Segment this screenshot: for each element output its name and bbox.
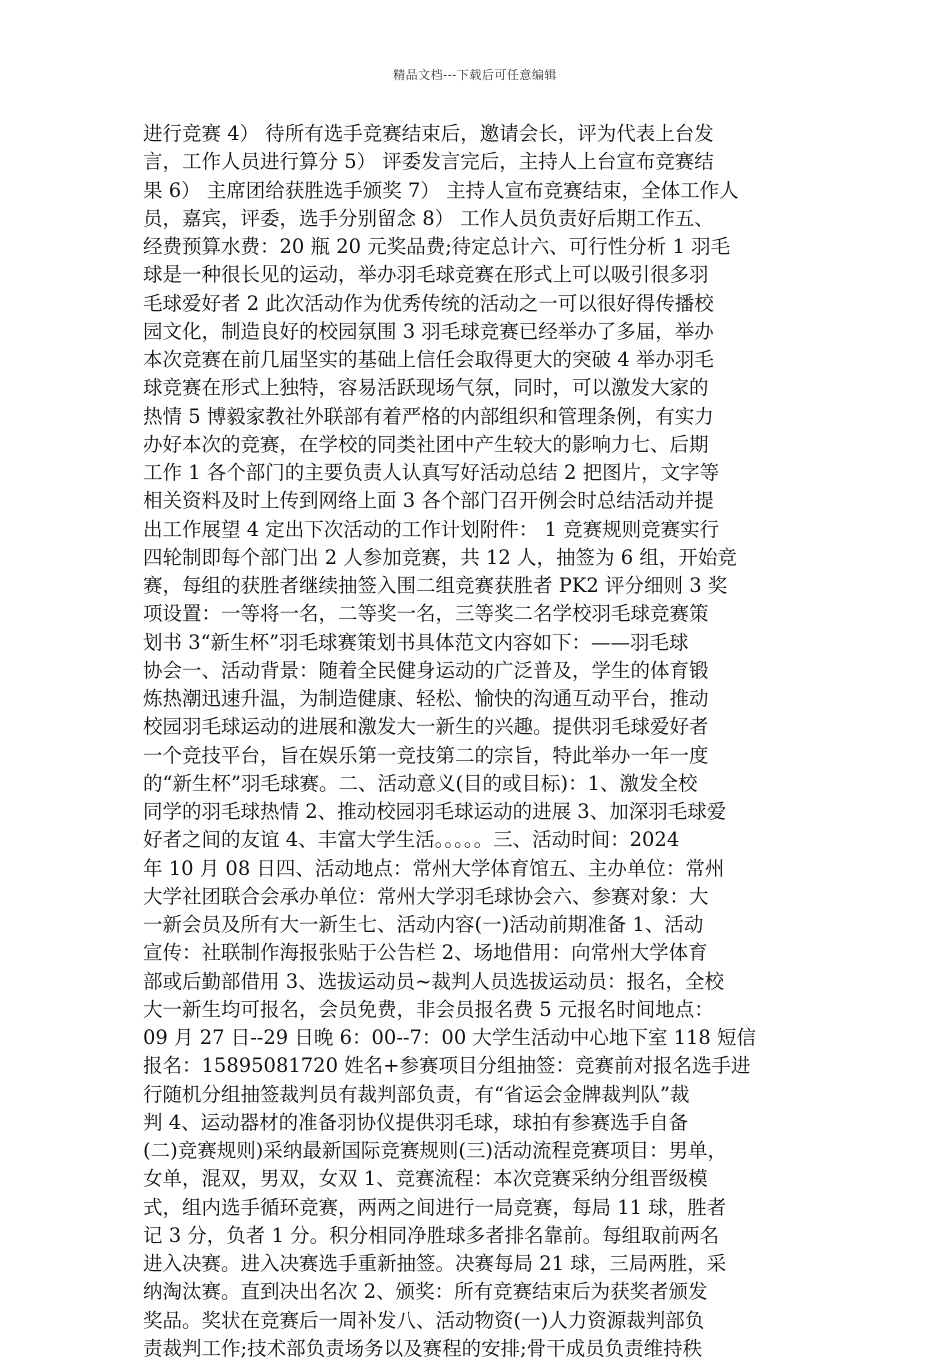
body-text-line: 一个竞技平台，旨在娱乐第一竞技第二的宗旨，特此举办一年一度 bbox=[143, 743, 709, 767]
body-text-line: 本次竞赛在前几届坚实的基础上信任会取得更大的突破 4 举办羽毛 bbox=[143, 348, 714, 371]
body-text-line: 责裁判工作;技术部负责场务以及赛程的安排;骨干成员负责维持秩 bbox=[143, 1336, 703, 1360]
body-text-line: 员，嘉宾，评委，选手分别留念 8） 工作人员负责好后期工作五、 bbox=[143, 206, 714, 230]
body-text-line: 09 月 27 日--29 日晚 6：00--7：00 大学生活动中心地下室 118 短信 bbox=[143, 1026, 757, 1049]
body-text-line: 协会一、活动背景：随着全民健身运动的广泛普及，学生的体育锻 bbox=[143, 658, 709, 682]
body-text-line: 奖品。奖状在竞赛后一周补发八、活动物资(一)人力资源裁判部负 bbox=[143, 1308, 705, 1332]
header-note: 精品文档---下载后可任意编辑 bbox=[393, 68, 557, 82]
body-text-line: 园文化，制造良好的校园氛围 3 羽毛球竞赛已经举办了多届，举办 bbox=[143, 319, 714, 343]
body-text-line: 毛球爱好者 2 此次活动作为优秀传统的活动之一可以很好得传播校 bbox=[143, 291, 714, 315]
body-text-line: 女单，混双，男双，女双 1、竞赛流程：本次竞赛采纳分组晋级模 bbox=[143, 1167, 708, 1191]
body-text-line: 宣传：社联制作海报张贴于公告栏 2、场地借用：向常州大学体育 bbox=[143, 941, 708, 965]
body-text-line: 的“新生杯”羽毛球赛。二、活动意义(目的或目标)：1、激发全校 bbox=[143, 771, 698, 795]
body-text-line: 报名：15895081720 姓名+参赛项目分组抽签：竞赛前对报名选手进 bbox=[143, 1054, 751, 1078]
body-text-line: 纳淘汰赛。直到决出名次 2、颁奖：所有竞赛结束后为获奖者颁发 bbox=[143, 1280, 708, 1304]
body-text-line: 项设置：一等将一名，二等奖一名，三等奖二名学校羽毛球竞赛策 bbox=[143, 602, 709, 626]
body-text-line: 赛，每组的获胜者继续抽签入围二组竞赛获胜者 PK2 评分细则 3 奖 bbox=[143, 574, 728, 597]
body-text-line: 果 6） 主席团给获胜选手颁奖 7） 主持人宣布竞赛结束，全体工作人 bbox=[143, 178, 739, 202]
body-text-line: 办好本次的竞赛，在学校的同类社团中产生较大的影响力七、后期 bbox=[143, 432, 709, 456]
body-text-line: 进入决赛。进入决赛选手重新抽签。决赛每局 21 球，三局两胜，采 bbox=[143, 1252, 727, 1275]
body-text-line: 记 3 分，负者 1 分。积分相同净胜球多者排名靠前。每组取前两名 bbox=[143, 1223, 720, 1247]
body-text-line: 大学社团联合会承办单位：常州大学羽毛球协会六、参赛对象：大 bbox=[143, 884, 709, 908]
body-text-line: 球竞赛在形式上独特，容易活跃现场气氛，同时，可以激发大家的 bbox=[143, 376, 709, 400]
body-text-line: (二)竞赛规则)采纳最新国际竞赛规则(三)活动流程竞赛项目：男单， bbox=[143, 1139, 728, 1162]
document-body bbox=[143, 120, 828, 1363]
body-text-line: 判 4、运动器材的准备羽协仪提供羽毛球，球拍有参赛选手自备 bbox=[143, 1110, 689, 1134]
body-text-line: 式，组内选手循环竞赛，两两之间进行一局竞赛，每局 11 球，胜者 bbox=[143, 1195, 727, 1219]
body-text-line: 言，工作人员进行算分 5） 评委发言完后，主持人上台宣布竞赛结 bbox=[143, 150, 714, 174]
body-text-line: 同学的羽毛球热情 2、推动校园羽毛球运动的进展 3、加深羽毛球爱 bbox=[143, 800, 727, 823]
body-text-line: 划书 3“新生杯”羽毛球赛策划书具体范文内容如下：——羽毛球 bbox=[143, 630, 689, 654]
body-text-line: 经费预算水费：20 瓶 20 元奖品费;待定总计六、可行性分析 1 羽毛 bbox=[143, 235, 731, 258]
body-text-line: 炼热潮迅速升温，为制造健康、轻松、愉快的沟通互动平台，推动 bbox=[143, 687, 709, 710]
body-text-line: 相关资料及时上传到网络上面 3 各个部门召开例会时总结活动并提 bbox=[143, 489, 714, 513]
body-text-line: 四轮制即每个部门出 2 人参加竞赛，共 12 人，抽签为 6 组，开始竞 bbox=[143, 545, 737, 569]
body-text-line: 年 10 月 08 日四、活动地点：常州大学体育馆五、主办单位：常州 bbox=[143, 856, 725, 880]
body-text-line: 好者之间的友谊 4、丰富大学生活。。。。。三、活动时间：2024 bbox=[143, 828, 680, 852]
body-text-line: 一新会员及所有大一新生七、活动内容(一)活动前期准备 1、活动 bbox=[143, 913, 704, 936]
body-text-line: 部或后勤部借用 3、选拔运动员~裁判人员选拔运动员：报名，全校 bbox=[143, 969, 724, 993]
body-text-line: 进行竞赛 4） 待所有选手竞赛结束后，邀请会长，评为代表上台发 bbox=[143, 122, 714, 145]
body-text-line: 球是一种很长见的运动，举办羽毛球竞赛在形式上可以吸引很多羽 bbox=[143, 263, 709, 287]
body-text-line: 校园羽毛球运动的进展和激发大一新生的兴趣。提供羽毛球爱好者 bbox=[143, 715, 709, 739]
body-text-line: 出工作展望 4 定出下次活动的工作计划附件： 1 竞赛规则竞赛实行 bbox=[143, 517, 720, 541]
body-text-line: 热情 5 博毅家教社外联部有着严格的内部组织和管理条例，有实力 bbox=[143, 404, 714, 428]
body-text-line: 工作 1 各个部门的主要负责人认真写好活动总结 2 把图片，文字等 bbox=[143, 461, 720, 484]
body-text-line: 大一新生均可报名，会员免费，非会员报名费 5 元报名时间地点： bbox=[143, 997, 714, 1021]
body-text-line: 行随机分组抽签裁判员有裁判部负责，有“省运会金牌裁判队”裁 bbox=[143, 1082, 690, 1106]
